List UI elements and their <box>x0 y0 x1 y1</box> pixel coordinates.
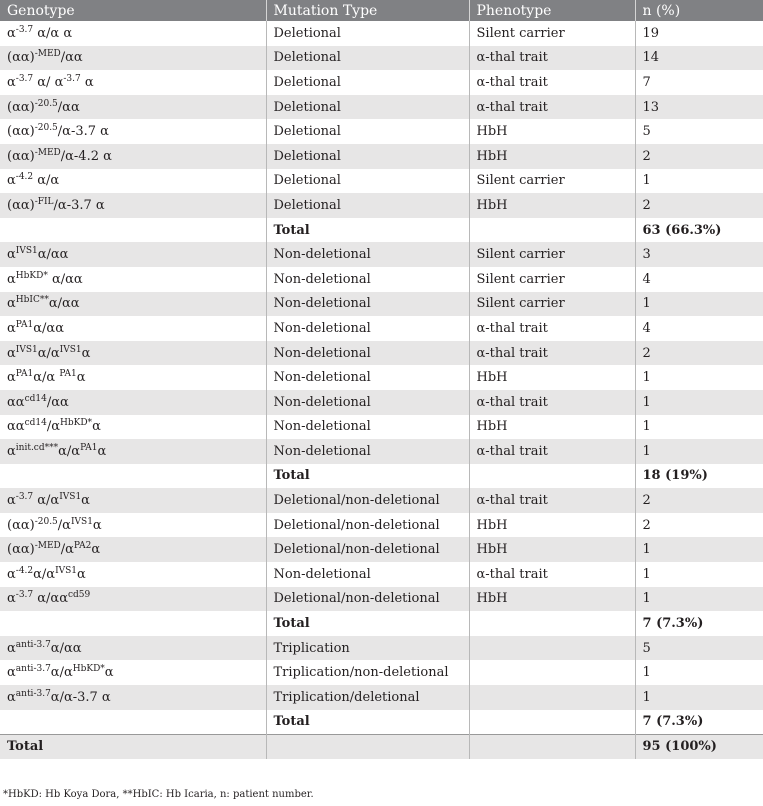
genotype-text: α <box>7 566 16 582</box>
genotype-text: α <box>7 320 16 336</box>
header-mutation-type: Mutation Type <box>266 0 469 21</box>
total-label: Total <box>266 710 469 735</box>
genotype-superscript: init.cd*** <box>15 442 59 453</box>
genotype-cell <box>0 242 266 267</box>
phenotype-cell: HbH <box>469 415 635 440</box>
table-row <box>0 144 763 169</box>
header-n-percent: n (%) <box>635 0 763 21</box>
total-label: Total <box>0 734 266 759</box>
count-cell: 3 <box>642 247 651 263</box>
phenotype-cell: HbH <box>469 537 635 562</box>
genotype-text: α/α <box>33 173 60 189</box>
genotype-superscript: -MED <box>34 147 61 158</box>
genotype-text: α <box>81 345 91 361</box>
empty-cell <box>0 710 266 735</box>
total-label: Total <box>266 218 469 243</box>
genotype-text: α/αα <box>37 247 69 263</box>
table-row <box>0 636 763 661</box>
genotype-text: α <box>7 173 16 189</box>
phenotype-cell: α-thal trait <box>469 46 635 71</box>
genotype-cell <box>0 292 266 317</box>
table-row <box>0 193 763 218</box>
count-cell: 1 <box>642 689 651 705</box>
genotype-text: (αα) <box>7 148 35 164</box>
genotype-cell <box>0 537 266 562</box>
genotype-cell <box>0 119 266 144</box>
genotype-text: α <box>7 74 16 90</box>
count-cell: 4 <box>642 320 651 336</box>
genotype-superscript: IVS1 <box>59 344 82 355</box>
genotype-text: α/αα <box>48 296 80 312</box>
genotype-superscript: anti-3.7 <box>15 664 51 675</box>
table-row <box>0 562 763 587</box>
genotype-cell <box>0 488 266 513</box>
genotype-superscript: IVS1 <box>59 492 82 503</box>
table-body <box>0 21 763 759</box>
mutation-type-cell: Non-deletional <box>266 365 469 390</box>
count-cell: 4 <box>642 271 651 287</box>
phenotype-cell: α-thal trait <box>469 439 635 464</box>
table-row <box>0 341 763 366</box>
mutation-type-cell: Deletional <box>266 119 469 144</box>
empty-cell <box>469 218 635 243</box>
genotype-cell <box>0 365 266 390</box>
genotype-text: α/α-3.7 α <box>50 689 111 705</box>
genotype-superscript: cd59 <box>68 590 91 601</box>
genotype-cell <box>0 144 266 169</box>
genotype-text: (αα) <box>7 197 35 213</box>
count-cell: 14 <box>642 50 660 66</box>
genotype-superscript: -3.7 <box>15 590 34 601</box>
genotype-superscript: IVS1 <box>15 344 38 355</box>
genotype-text: α/α α <box>33 25 73 41</box>
mutation-type-cell: Non-deletional <box>266 562 469 587</box>
table-row <box>0 169 763 194</box>
genotype-superscript: HbKD* <box>60 418 93 429</box>
table-row <box>0 95 763 120</box>
count-cell: 1 <box>642 665 651 681</box>
mutation-type-cell: Deletional/non-deletional <box>266 488 469 513</box>
genotype-cell <box>0 267 266 292</box>
genotype-cell <box>0 193 266 218</box>
genotype-superscript: -4.2 <box>15 565 34 576</box>
genotype-superscript: anti-3.7 <box>15 639 51 650</box>
genotype-text: α <box>7 345 16 361</box>
table-row <box>0 365 763 390</box>
mutation-type-cell: Non-deletional <box>266 390 469 415</box>
empty-cell <box>469 710 635 735</box>
empty-cell <box>266 734 469 759</box>
genotype-text: (αα) <box>7 124 35 140</box>
genotype-cell <box>0 341 266 366</box>
total-count: 7 (7.3%) <box>642 616 704 632</box>
count-cell: 1 <box>642 370 651 386</box>
phenotype-cell: HbH <box>469 365 635 390</box>
phenotype-cell: α-thal trait <box>469 316 635 341</box>
genotype-text: /α-4.2 α <box>60 148 112 164</box>
genotype-text: /α <box>46 419 60 435</box>
genotype-cell <box>0 439 266 464</box>
genotype-cell <box>0 316 266 341</box>
table-row <box>0 488 763 513</box>
table-row <box>0 242 763 267</box>
phenotype-cell <box>469 685 635 710</box>
count-cell: 5 <box>642 124 651 140</box>
genotype-superscript: HbIC** <box>15 295 49 306</box>
header-phenotype: Phenotype <box>469 0 635 21</box>
genotype-text: α <box>80 74 94 90</box>
genotype-text: α <box>97 443 107 459</box>
genotype-text: /α-3.7 α <box>53 197 105 213</box>
mutation-type-cell: Non-deletional <box>266 242 469 267</box>
genotype-superscript: HbKD* <box>72 664 105 675</box>
genotype-text: α <box>7 591 16 607</box>
genotype-text: /αα <box>46 394 69 410</box>
phenotype-cell: HbH <box>469 144 635 169</box>
genotype-cell <box>0 390 266 415</box>
genotype-text: α/α <box>33 493 60 509</box>
genotype-cell <box>0 70 266 95</box>
genotype-cell <box>0 169 266 194</box>
empty-cell <box>0 218 266 243</box>
table-row <box>0 537 763 562</box>
phenotype-cell: α-thal trait <box>469 341 635 366</box>
genotype-text: α/α <box>58 443 81 459</box>
genotype-text: α/αα <box>47 271 83 287</box>
table-row <box>0 390 763 415</box>
empty-cell <box>0 611 266 636</box>
genotype-superscript: PA1 <box>15 319 34 330</box>
phenotype-cell: Silent carrier <box>469 169 635 194</box>
genotype-superscript: -MED <box>34 49 61 60</box>
genotype-text: α/ α <box>33 74 64 90</box>
genotype-text: /α-3.7 α <box>57 124 109 140</box>
genotype-text: α/α <box>37 345 60 361</box>
genotype-text: α <box>92 419 101 435</box>
genotype-text: α <box>91 542 101 558</box>
genotype-superscript: -4.2 <box>15 172 34 183</box>
total-count: 95 (100%) <box>635 734 763 759</box>
count-cell: 1 <box>642 419 651 435</box>
genotype-cell <box>0 660 266 685</box>
phenotype-cell: α-thal trait <box>469 488 635 513</box>
table-footnote: *HbKD: Hb Koya Dora, **HbIC: Hb Icaria, n: patient number. <box>3 789 314 800</box>
genotype-text: α <box>81 493 90 509</box>
genotype-superscript: PA1 <box>59 369 77 380</box>
genotype-text: α <box>7 247 16 263</box>
phenotype-cell: Silent carrier <box>469 292 635 317</box>
genotype-superscript: anti-3.7 <box>15 688 51 699</box>
phenotype-cell: HbH <box>469 119 635 144</box>
total-count: 18 (19%) <box>642 468 708 484</box>
phenotype-cell: α-thal trait <box>469 562 635 587</box>
genotype-cell <box>0 562 266 587</box>
genotype-superscript: cd14 <box>24 418 47 429</box>
phenotype-cell: Silent carrier <box>469 267 635 292</box>
subtotal-row <box>0 710 763 735</box>
count-cell: 1 <box>642 443 651 459</box>
count-cell: 2 <box>642 148 651 164</box>
count-cell: 13 <box>642 99 660 115</box>
mutation-type-cell: Non-deletional <box>266 292 469 317</box>
phenotype-cell: HbH <box>469 513 635 538</box>
genotype-cell <box>0 95 266 120</box>
table-row <box>0 70 763 95</box>
genotype-text: α/αα <box>50 640 82 656</box>
phenotype-cell: α-thal trait <box>469 390 635 415</box>
genotype-text: (αα) <box>7 99 35 115</box>
mutation-type-cell: Triplication/deletional <box>266 685 469 710</box>
count-cell: 1 <box>642 591 651 607</box>
genotype-text: /α <box>57 517 71 533</box>
genotype-text: α/αα <box>33 320 64 336</box>
mutation-type-cell: Deletional <box>266 70 469 95</box>
genotype-text: αα <box>7 419 25 435</box>
phenotype-cell: α-thal trait <box>469 95 635 120</box>
genotype-superscript: -3.7 <box>15 24 34 35</box>
genotype-text: α <box>7 370 16 386</box>
genotype-text: α <box>76 370 86 386</box>
genotype-text: α <box>7 25 16 41</box>
genotype-text: /α <box>60 542 74 558</box>
phenotype-cell <box>469 636 635 661</box>
empty-cell <box>469 464 635 489</box>
genotype-superscript: -3.7 <box>63 73 81 84</box>
total-count: 63 (66.3%) <box>642 222 722 238</box>
count-cell: 1 <box>642 173 651 189</box>
table-row <box>0 513 763 538</box>
genotype-cell <box>0 636 266 661</box>
mutation-type-cell: Non-deletional <box>266 267 469 292</box>
mutation-type-cell: Non-deletional <box>266 439 469 464</box>
mutation-type-cell: Deletional/non-deletional <box>266 537 469 562</box>
genotype-text: /αα <box>60 50 83 66</box>
grand-total-row <box>0 734 763 759</box>
mutation-type-cell: Deletional <box>266 193 469 218</box>
genotype-text: α <box>92 517 102 533</box>
total-label: Total <box>266 464 469 489</box>
genotype-text: α <box>7 689 16 705</box>
mutation-type-cell: Triplication <box>266 636 469 661</box>
table-row <box>0 316 763 341</box>
genotype-text: α <box>104 665 114 681</box>
phenotype-cell: HbH <box>469 587 635 612</box>
genotype-text: (αα) <box>7 50 35 66</box>
mutation-type-cell: Triplication/non-deletional <box>266 660 469 685</box>
genotype-cell <box>0 21 266 46</box>
genotype-superscript: -20.5 <box>34 516 58 527</box>
mutation-type-cell: Deletional/non-deletional <box>266 587 469 612</box>
total-label: Total <box>266 611 469 636</box>
genotype-superscript: PA1 <box>15 369 34 380</box>
table-row <box>0 439 763 464</box>
count-cell: 1 <box>642 566 651 582</box>
subtotal-row <box>0 218 763 243</box>
phenotype-cell: Silent carrier <box>469 242 635 267</box>
mutation-type-cell: Deletional <box>266 144 469 169</box>
table-header-row <box>0 0 763 21</box>
genotype-text: α <box>77 566 86 582</box>
genotype-cell <box>0 587 266 612</box>
genotype-cell <box>0 46 266 71</box>
genotype-cell <box>0 685 266 710</box>
total-count: 7 (7.3%) <box>642 714 704 730</box>
genotype-text: α <box>7 271 16 287</box>
genotype-text: α <box>7 296 16 312</box>
genotype-text: α/αα <box>33 591 68 607</box>
genotype-superscript: PA1 <box>80 442 98 453</box>
mutation-type-cell: Non-deletional <box>266 316 469 341</box>
genotype-superscript: -20.5 <box>34 123 58 134</box>
table-row <box>0 587 763 612</box>
genotype-superscript: -3.7 <box>15 492 34 503</box>
genotype-superscript: -20.5 <box>34 98 58 109</box>
count-cell: 5 <box>642 640 651 656</box>
table-row <box>0 292 763 317</box>
genotype-text: /αα <box>57 99 80 115</box>
genotype-superscript: -FIL <box>34 196 54 207</box>
empty-cell <box>0 464 266 489</box>
empty-cell <box>469 734 635 759</box>
mutation-type-cell: Deletional/non-deletional <box>266 513 469 538</box>
table-row <box>0 267 763 292</box>
genotype-text: (αα) <box>7 542 35 558</box>
subtotal-row <box>0 464 763 489</box>
mutation-type-cell: Deletional <box>266 169 469 194</box>
subtotal-row <box>0 611 763 636</box>
mutation-type-cell: Non-deletional <box>266 415 469 440</box>
genotype-cell <box>0 513 266 538</box>
header-genotype: Genotype <box>0 0 266 21</box>
genotype-text: α <box>7 665 16 681</box>
table-row <box>0 660 763 685</box>
count-cell: 7 <box>642 74 651 90</box>
table-row <box>0 46 763 71</box>
genotype-text: α <box>7 640 16 656</box>
genotype-text: (αα) <box>7 517 35 533</box>
count-cell: 2 <box>642 197 651 213</box>
genotype-superscript: PA2 <box>73 541 92 552</box>
mutation-type-cell: Non-deletional <box>266 341 469 366</box>
table-row <box>0 21 763 46</box>
phenotype-cell <box>469 660 635 685</box>
genotype-text: α/α <box>50 665 73 681</box>
genotype-superscript: HbKD* <box>15 270 48 281</box>
genotype-text: α <box>7 443 16 459</box>
phenotype-cell: α-thal trait <box>469 70 635 95</box>
mutation-type-cell: Deletional <box>266 21 469 46</box>
genotype-superscript: IVS1 <box>70 516 93 527</box>
mutation-type-cell: Deletional <box>266 95 469 120</box>
table-row <box>0 415 763 440</box>
count-cell: 2 <box>642 345 651 361</box>
phenotype-cell: HbH <box>469 193 635 218</box>
genotype-text: α/α <box>33 566 56 582</box>
table-row <box>0 119 763 144</box>
count-cell: 1 <box>642 296 651 312</box>
genotype-text: α/α <box>33 370 60 386</box>
count-cell: 1 <box>642 394 651 410</box>
genotype-superscript: IVS1 <box>15 246 38 257</box>
genotype-text: αα <box>7 394 25 410</box>
phenotype-cell: Silent carrier <box>469 21 635 46</box>
mutation-type-cell: Deletional <box>266 46 469 71</box>
table-row <box>0 685 763 710</box>
genotype-cell <box>0 415 266 440</box>
empty-cell <box>469 611 635 636</box>
count-cell: 19 <box>642 25 660 41</box>
genotype-superscript: IVS1 <box>55 565 78 576</box>
genotype-superscript: -MED <box>34 541 61 552</box>
genotype-superscript: cd14 <box>24 393 47 404</box>
genotype-superscript: -3.7 <box>15 73 34 84</box>
count-cell: 1 <box>642 542 651 558</box>
count-cell: 2 <box>642 493 651 509</box>
count-cell: 2 <box>642 517 651 533</box>
genotype-text: α <box>7 493 16 509</box>
